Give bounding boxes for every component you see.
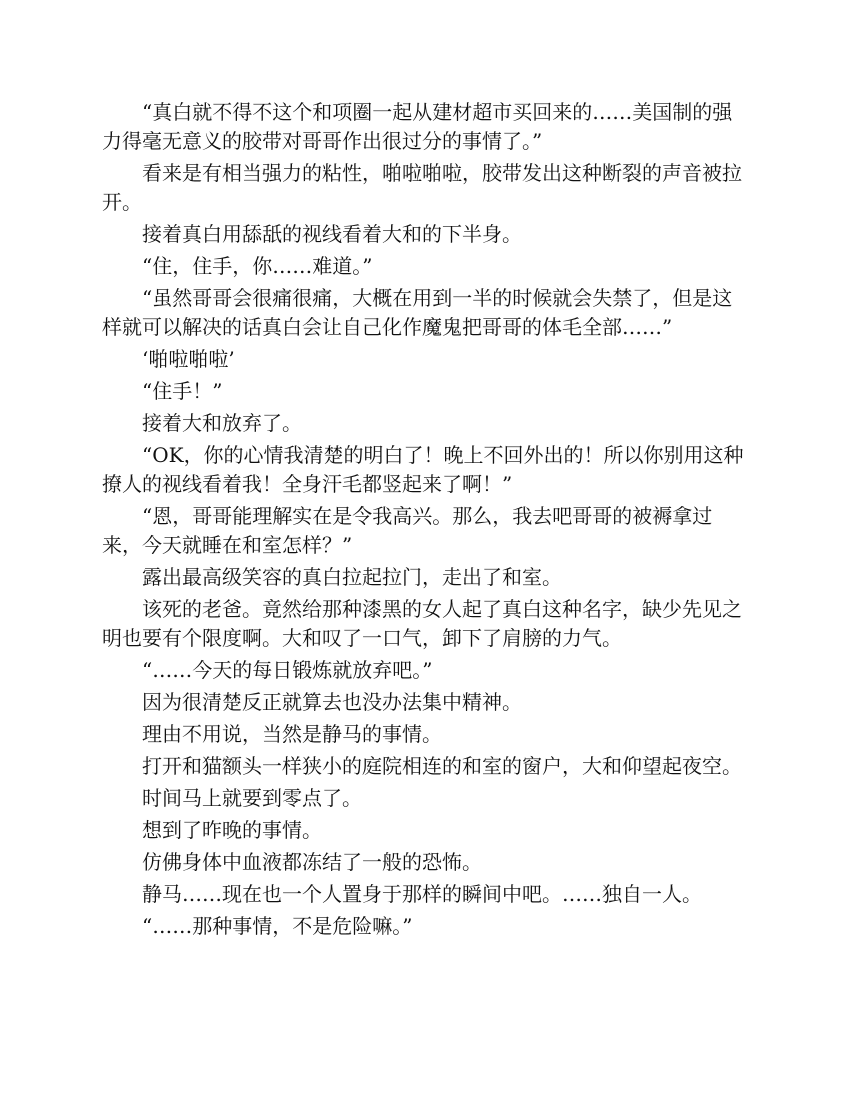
- paragraph: “……今天的每日锻炼就放弃吧。”: [142, 658, 433, 682]
- paragraph: “住，住手，你……难道。”: [142, 254, 373, 278]
- paragraph: 看来是有相当强力的粘性，啪啦啪啦，胶带发出这种断裂的声音被拉开。: [102, 161, 742, 214]
- paragraph: 仿佛身体中血液都冻结了一般的恐怖。: [142, 850, 482, 874]
- paragraph: 该死的老爸。竟然给那种漆黑的女人起了真白这种名字，缺少先见之明也要有个限度啊。大和叹了一口气，卸下了肩膀的力气。: [102, 597, 742, 650]
- paragraph: 静马……现在也一个人置身于那样的瞬间中吧。……独自一人。: [142, 882, 702, 906]
- paragraph: “……那种事情，不是危险嘛。”: [142, 914, 413, 938]
- paragraph: 打开和猫额头一样狭小的庭院相连的和室的窗户，大和仰望起夜空。: [142, 754, 742, 778]
- paragraph: “虽然哥哥会很痛很痛，大概在用到一半的时候就会失禁了，但是这样就可以解决的话真白会让自己化作魔鬼把哥哥的体毛全部……”: [102, 286, 733, 339]
- paragraph: 时间马上就要到零点了。: [142, 786, 362, 810]
- paragraph: 理由不用说，当然是静马的事情。: [142, 722, 442, 746]
- paragraph: 露出最高级笑容的真白拉起拉门，走出了和室。: [142, 565, 562, 589]
- paragraph: “恩，哥哥能理解实在是令我高兴。那么，我去吧哥哥的被褥拿过来，今天就睡在和室怎样？”: [102, 504, 713, 557]
- paragraph: “真白就不得不这个和项圈一起从建材超市买回来的……美国制的强力得毫无意义的胶带对哥哥作出很过分的事情了。”: [102, 100, 733, 153]
- paragraph: 接着大和放弃了。: [142, 411, 302, 435]
- paragraph: “OK，你的心情我清楚的明白了！晚上不回外出的！所以你别用这种撩人的视线看着我！全身汗毛都竖起来了啊！”: [102, 443, 744, 496]
- paragraph: 接着真白用舔舐的视线看着大和的下半身。: [142, 222, 522, 246]
- paragraph: ‘啪啦啪啦’: [142, 347, 235, 371]
- paragraph: 因为很清楚反正就算去也没办法集中精神。: [142, 690, 522, 714]
- document-page: [102, 98, 748, 944]
- paragraph: “住手！”: [142, 379, 223, 403]
- paragraph: 想到了昨晚的事情。: [142, 818, 322, 842]
